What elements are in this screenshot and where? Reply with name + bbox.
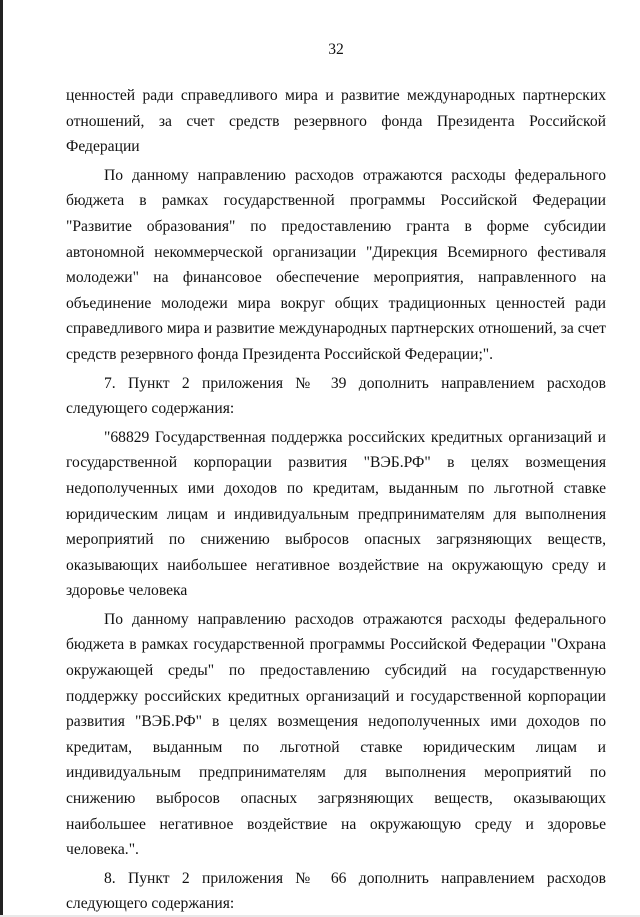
paragraph-item-7: 7. Пункт 2 приложения № 39 дополнить направлением расходов следующего содержания: — [66, 374, 606, 418]
paragraph-expense-description-youth-festival: По данному направлению расходов отражаются расходы федерального бюджета в рамках государственной программы Российской Федерации "Развитие образования" по предоставлению гранта в форме субсидии автономной некоммерческой организации "Дирекция Всемирного фестиваля молодежи" на финансовое обеспечение мероприятия, направленного на объединение молодежи мира вокруг общих традиционных ценностей ради справедливого мира и развитие международных партнерских отношений, за счет средств резервного фонда Президента Российской Федерации;". — [66, 166, 606, 363]
paragraph-code-68829: "68829 Государственная поддержка российских кредитных организаций и государственной корпорации развития "ВЭБ.РФ" в целях возмещения недополученных ими доходов по кредитам, выданным по льготной ставке юридическим лицам и индивидуальным предпринимателям для выполнения мероприятий по снижению выбросов опасных загрязняющих веществ, оказывающих наибольшее негативное воздействие на окружающую среду и здоровье человека — [66, 428, 606, 600]
paragraph-expense-description-environment: По данному направлению расходов отражаются расходы федерального бюджета в рамках государственной программы Российской Федерации "Охрана окружающей среды" по предоставлению субсидий на государственную поддержку российских кредитных организаций и государственной корпорации развития "ВЭБ.РФ" в целях возмещения недополученных ими доходов по кредитам, выданным по льготной ставке юридическим лицам и индивидуальным предпринимателям для выполнения мероприятий по снижению выбросов опасных загрязняющих веществ, оказывающих наибольшее негативное воздействие на окружающую среду и здоровье человека.". — [66, 610, 606, 859]
paragraph-continuation: ценностей ради справедливого мира и развитие международных партнерских отношений, за счет средств резервного фонда Президента Российской Федерации — [66, 87, 606, 156]
paragraph-item-8: 8. Пункт 2 приложения № 66 дополнить направлением расходов следующего содержания: — [66, 869, 606, 913]
page-number: 32 — [328, 41, 344, 58]
